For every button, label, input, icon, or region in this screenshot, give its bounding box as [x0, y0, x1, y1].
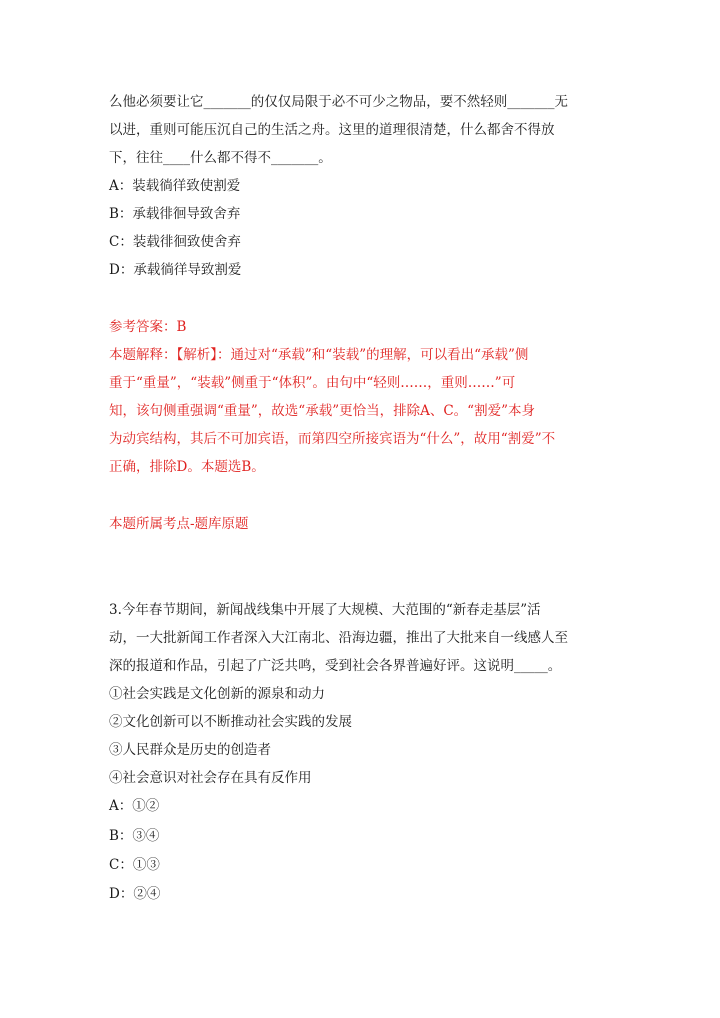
option-d: D：②④ [109, 886, 161, 902]
statement-3: ③人民群众是历史的创造者 [109, 742, 271, 758]
explanation-line: 为动宾结构，其后不可加宾语，而第四空所接宾语为“什么”，故用“割爱”不 [109, 431, 556, 447]
option-c: C：①③ [109, 857, 160, 873]
explanation-line: 正确，排除D。本题选B。 [109, 459, 265, 475]
question-stem-line: 3.今年春节期间，新闻战线集中开展了大规模、大范围的“新春走基层”活 [109, 602, 541, 618]
option-c: C：装载徘徊致使舍弃 [109, 234, 241, 250]
question-stem-line: 深的报道和作品，引起了广泛共鸣，受到社会各界普遍好评。这说明_____。 [109, 658, 562, 674]
question-stem-line: 么他必须要让它_______的仅仅局限于必不可少之物品，要不然轻则_______无 [109, 94, 568, 110]
reference-answer: 参考答案：B [109, 319, 187, 335]
option-b: B：承载徘徊导致舍弃 [109, 206, 241, 222]
explanation-line: 本题解释：【解析】：通过对“承载”和“装载”的理解，可以看出“承载”侧 [109, 347, 529, 363]
explanation-line: 重于“重量”，“装载”侧重于“体积”。由句中“轻则……，重则……”可 [109, 375, 516, 391]
option-d: D：承载徜徉导致割爱 [109, 262, 242, 278]
knowledge-point: 本题所属考点-题库原题 [109, 516, 249, 532]
explanation-line: 知，该句侧重强调“重量”，故选“承载”更恰当，排除A、C。“割爱”本身 [109, 403, 535, 419]
option-b: B：③④ [109, 828, 160, 844]
option-a: A：①② [109, 798, 160, 814]
option-a: A：装载徜徉致使割爱 [109, 178, 241, 194]
statement-1: ①社会实践是文化创新的源泉和动力 [109, 686, 325, 702]
statement-2: ②文化创新可以不断推动社会实践的发展 [109, 714, 352, 730]
question-stem-line: 以进，重则可能压沉自己的生活之舟。这里的道理很清楚，什么都舍不得放 [109, 122, 555, 138]
question-stem-line: 下，往往____什么都不得不_______。 [109, 150, 332, 166]
question-stem-line: 动，一大批新闻工作者深入大江南北、沿海边疆，推出了大批来自一线感人至 [109, 630, 568, 646]
statement-4: ④社会意识对社会存在具有反作用 [109, 770, 312, 786]
